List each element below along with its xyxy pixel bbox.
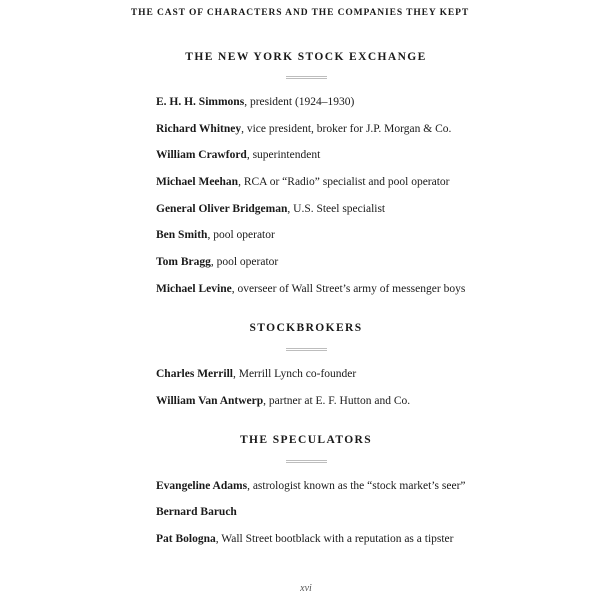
list-item bbox=[156, 175, 450, 189]
section-divider bbox=[286, 76, 327, 79]
person-description: , pool operator bbox=[210, 256, 279, 268]
list-item bbox=[156, 148, 320, 162]
list-item bbox=[156, 122, 451, 136]
section-title-speculators: THE SPECULATORS bbox=[239, 434, 373, 446]
section-title-stockbrokers: STOCKBROKERS bbox=[249, 322, 363, 334]
person-name: Bernard Baruch bbox=[156, 506, 237, 518]
person-description: , astrologist known as the “stock market’s seer” bbox=[247, 480, 466, 492]
section-title-nyse: THE NEW YORK STOCK EXCHANGE bbox=[185, 51, 427, 63]
person-name: Pat Bologna bbox=[156, 533, 216, 545]
list-item bbox=[156, 532, 454, 546]
page-number: xvi bbox=[300, 583, 312, 594]
person-name: Charles Merrill bbox=[156, 368, 233, 380]
person-name: William Crawford bbox=[156, 149, 247, 161]
person-description: , Wall Street bootblack with a reputation as a tipster bbox=[215, 533, 454, 545]
person-name: Evangeline Adams bbox=[156, 480, 248, 492]
list-item bbox=[156, 479, 466, 493]
person-description: , superintendent bbox=[246, 149, 321, 161]
person-description: , overseer of Wall Street’s army of messenger boys bbox=[231, 283, 466, 295]
person-name: William Van Antwerp bbox=[156, 395, 264, 407]
person-description: , vice president, broker for J.P. Morgan & Co. bbox=[241, 123, 452, 135]
list-item bbox=[156, 202, 385, 216]
person-description: , RCA or “Radio” specialist and pool operator bbox=[238, 176, 450, 188]
section-divider bbox=[286, 348, 327, 351]
section-divider bbox=[286, 460, 327, 463]
list-item bbox=[156, 367, 356, 381]
person-name: Michael Levine bbox=[156, 283, 232, 295]
person-description: , Merrill Lynch co-founder bbox=[232, 368, 357, 380]
list-item bbox=[156, 505, 237, 519]
list-item bbox=[156, 282, 465, 296]
person-name: Richard Whitney bbox=[156, 123, 242, 135]
person-description: , president (1924–1930) bbox=[244, 96, 355, 108]
list-item bbox=[156, 255, 278, 269]
person-description: , partner at E. F. Hutton and Co. bbox=[263, 395, 411, 407]
list-item bbox=[156, 228, 275, 242]
person-name: Michael Meehan bbox=[156, 176, 239, 188]
list-item bbox=[156, 95, 354, 109]
person-name: Tom Bragg bbox=[156, 256, 211, 268]
person-name: Ben Smith bbox=[156, 229, 208, 241]
running-head: THE CAST OF CHARACTERS AND THE COMPANIES THEY KEPT bbox=[130, 8, 470, 18]
list-item bbox=[156, 394, 410, 408]
person-name: General Oliver Bridgeman bbox=[156, 203, 288, 215]
person-description: , pool operator bbox=[207, 229, 275, 241]
person-description: , U.S. Steel specialist bbox=[287, 203, 386, 215]
person-name: E. H. H. Simmons bbox=[156, 96, 245, 108]
